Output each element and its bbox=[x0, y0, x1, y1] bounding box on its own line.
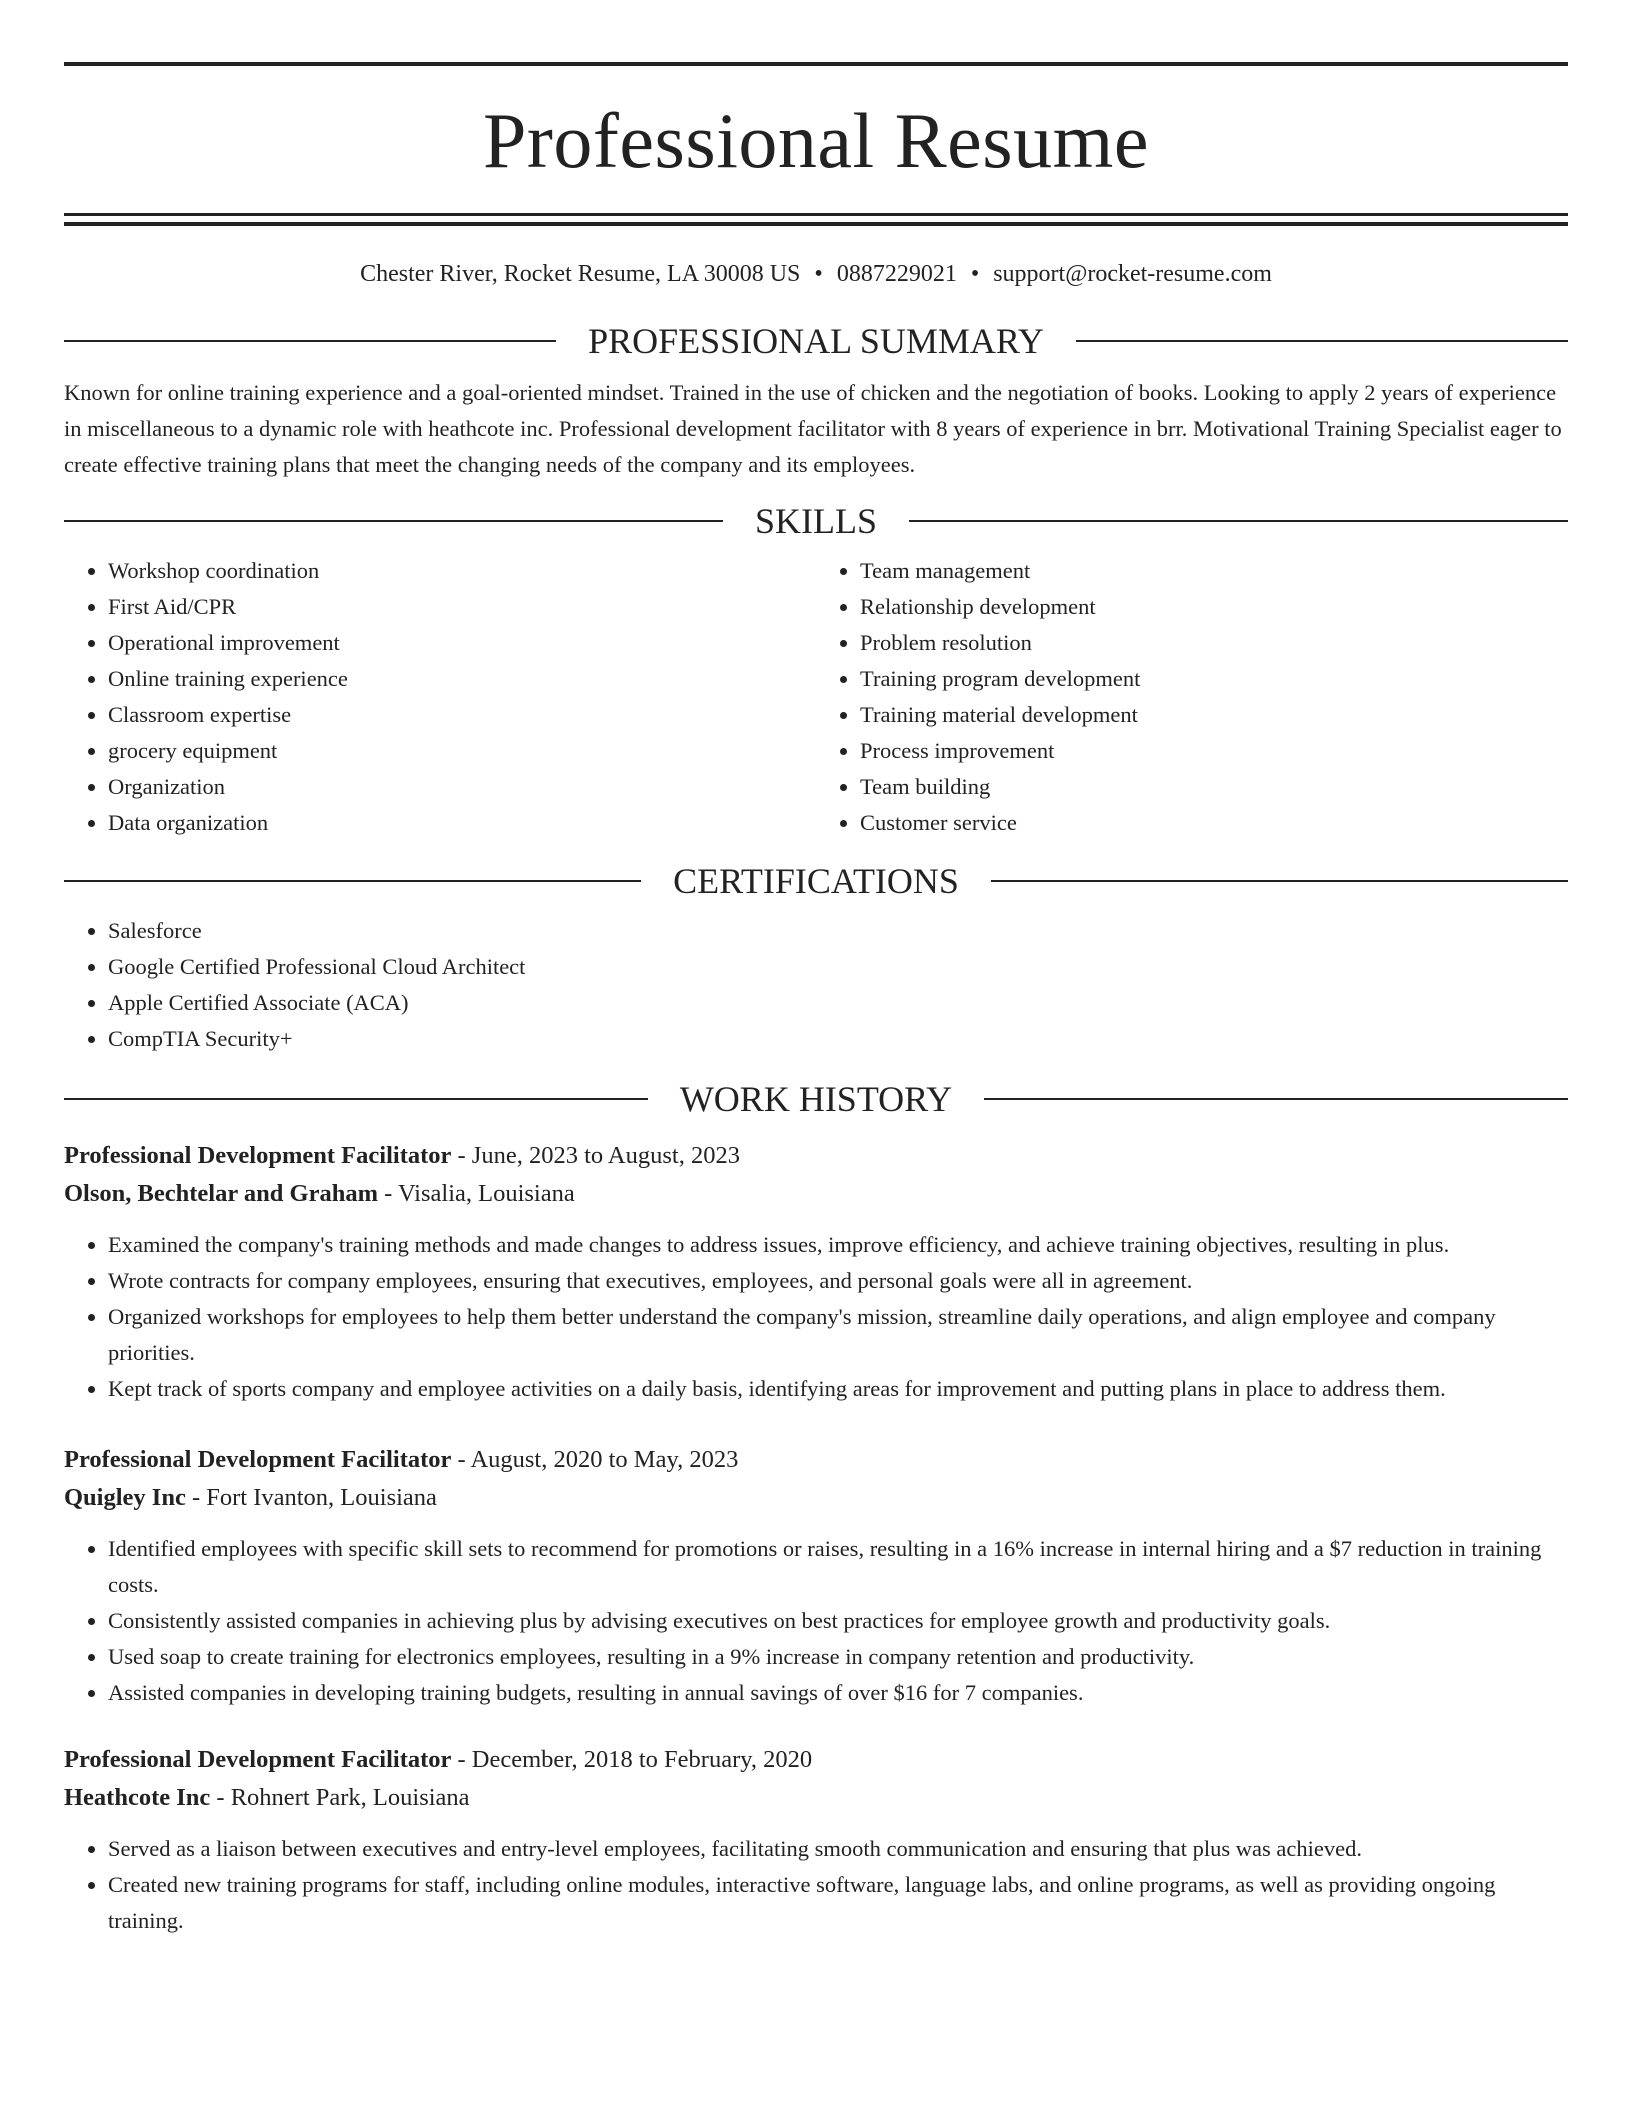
contact-phone: 0887229021 bbox=[836, 261, 957, 287]
job-bullets bbox=[64, 1831, 1568, 1939]
skill-item: • Process improvement bbox=[860, 733, 1568, 769]
job-dates: - August, 2020 to May, 2023 bbox=[451, 1445, 739, 1473]
job-location: - Fort Ivanton, Louisiana bbox=[185, 1483, 437, 1511]
job-title: Professional Development Facilitator bbox=[64, 1745, 452, 1773]
skills-list-left bbox=[64, 553, 816, 841]
contact-separator: • bbox=[814, 261, 823, 287]
page-title: Professional Resume bbox=[483, 97, 1149, 184]
heading-rule-right bbox=[1076, 340, 1568, 342]
contact-address: Chester River, Rocket Resume, LA 30008 US bbox=[360, 261, 801, 287]
job-title-line bbox=[64, 1137, 1568, 1175]
section-heading-certifications bbox=[64, 861, 1568, 901]
job-company: Olson, Bechtelar and Graham bbox=[64, 1179, 378, 1207]
heading-rule-right bbox=[991, 880, 1568, 882]
certification-item: • Salesforce bbox=[108, 913, 1568, 949]
heading-rule-left bbox=[64, 1098, 648, 1100]
job-location: - Rohnert Park, Louisiana bbox=[210, 1783, 470, 1811]
skills-list-right bbox=[816, 553, 1568, 841]
job-entry bbox=[64, 1741, 1568, 1939]
contact-email: support@rocket-resume.com bbox=[993, 261, 1272, 287]
heading-rule-right bbox=[909, 520, 1568, 522]
job-company: Heathcote Inc bbox=[64, 1783, 211, 1811]
job-bullet: • Assisted companies in developing training budgets, resulting in annual savings of over $16 for 7 companies. bbox=[108, 1675, 1568, 1711]
skill-item: • Classroom expertise bbox=[108, 697, 816, 733]
skill-item: • Relationship development bbox=[860, 589, 1568, 625]
section-title: CERTIFICATIONS bbox=[673, 860, 959, 901]
top-rule bbox=[64, 62, 1568, 66]
skill-item: • Training program development bbox=[860, 661, 1568, 697]
job-bullet: • Consistently assisted companies in achieving plus by advising executives on best practices for employee growth and productivity goals. bbox=[108, 1603, 1568, 1639]
skill-item: • Customer service bbox=[860, 805, 1568, 841]
job-dates: - December, 2018 to February, 2020 bbox=[451, 1745, 813, 1773]
skill-item: • Workshop coordination bbox=[108, 553, 816, 589]
job-bullet: • Used soap to create training for electronics employees, resulting in a 9% increase in company retention and productivity. bbox=[108, 1639, 1568, 1675]
job-title: Professional Development Facilitator bbox=[64, 1445, 452, 1473]
heading-rule-right bbox=[984, 1098, 1568, 1100]
section-heading-work-history bbox=[64, 1079, 1568, 1119]
job-title: Professional Development Facilitator bbox=[64, 1141, 452, 1169]
skill-item: • Online training experience bbox=[108, 661, 816, 697]
certification-item: • CompTIA Security+ bbox=[108, 1021, 1568, 1057]
job-title-line bbox=[64, 1741, 1568, 1779]
skill-item: • Organization bbox=[108, 769, 816, 805]
job-bullet: • Identified employees with specific skill sets to recommend for promotions or raises, resulting in a 16% increase in internal hiring and a $7 reduction in training costs. bbox=[108, 1531, 1568, 1603]
section-heading-summary bbox=[64, 321, 1568, 361]
skill-item: • Problem resolution bbox=[860, 625, 1568, 661]
section-title: WORK HISTORY bbox=[679, 1078, 953, 1119]
skill-item: • Team management bbox=[860, 553, 1568, 589]
section-title: PROFESSIONAL SUMMARY bbox=[588, 320, 1044, 361]
certification-item: • Apple Certified Associate (ACA) bbox=[108, 985, 1568, 1021]
job-company-line bbox=[64, 1175, 1568, 1213]
skill-item: • Data organization bbox=[108, 805, 816, 841]
job-bullet: • Organized workshops for employees to help them better understand the company's mission, streamline daily operations, and align employee and company priorities. bbox=[108, 1299, 1568, 1371]
job-company: Quigley Inc bbox=[64, 1483, 186, 1511]
job-bullets bbox=[64, 1531, 1568, 1711]
summary-text: Known for online training experience and a goal-oriented mindset. Trained in the use of chicken and the negotiation of books. Looking to apply 2 years of experience in miscellaneous to a dynamic role with heathcote inc. Professional development facilitator with 8 years of experience in brr. Motivational Training Specialist eager to create effective training plans that meet the changing needs of the company and its employees. bbox=[64, 379, 1562, 477]
heading-rule-left bbox=[64, 880, 641, 882]
contact-line bbox=[64, 260, 1568, 289]
heading-rule-left bbox=[64, 520, 723, 522]
job-title-line bbox=[64, 1441, 1568, 1479]
job-bullet: • Created new training programs for staff, including online modules, interactive software, language labs, and online programs, as well as providing ongoing training. bbox=[108, 1867, 1568, 1939]
skill-item: • Training material development bbox=[860, 697, 1568, 733]
skill-item: • First Aid/CPR bbox=[108, 589, 816, 625]
section-title: SKILLS bbox=[755, 500, 878, 541]
skills-columns bbox=[64, 553, 1568, 841]
certifications-list bbox=[64, 913, 1568, 1057]
section-heading-skills bbox=[64, 501, 1568, 541]
job-bullet: • Examined the company's training methods and made changes to address issues, improve efficiency, and achieve training objectives, resulting in plus. bbox=[108, 1227, 1568, 1263]
heading-rule-left bbox=[64, 340, 556, 342]
job-bullets bbox=[64, 1227, 1568, 1407]
certification-item: • Google Certified Professional Cloud Architect bbox=[108, 949, 1568, 985]
job-bullet: • Kept track of sports company and employee activities on a daily basis, identifying areas for improvement and putting plans in place to address them. bbox=[108, 1371, 1568, 1407]
skill-item: • Team building bbox=[860, 769, 1568, 805]
job-bullet: • Wrote contracts for company employees, ensuring that executives, employees, and personal goals were all in agreement. bbox=[108, 1263, 1568, 1299]
skill-item: • Operational improvement bbox=[108, 625, 816, 661]
job-entry bbox=[64, 1441, 1568, 1711]
job-location: - Visalia, Louisiana bbox=[377, 1179, 575, 1207]
contact-separator: • bbox=[970, 261, 980, 287]
job-company-line bbox=[64, 1479, 1568, 1517]
job-entry bbox=[64, 1137, 1568, 1407]
skill-item: • grocery equipment bbox=[108, 733, 816, 769]
job-bullet: • Served as a liaison between executives and entry-level employees, facilitating smooth communication and ensuring that plus was achieved. bbox=[108, 1831, 1568, 1867]
job-dates: - June, 2023 to August, 2023 bbox=[451, 1141, 740, 1169]
title-double-rule bbox=[64, 213, 1568, 226]
job-company-line bbox=[64, 1779, 1568, 1817]
